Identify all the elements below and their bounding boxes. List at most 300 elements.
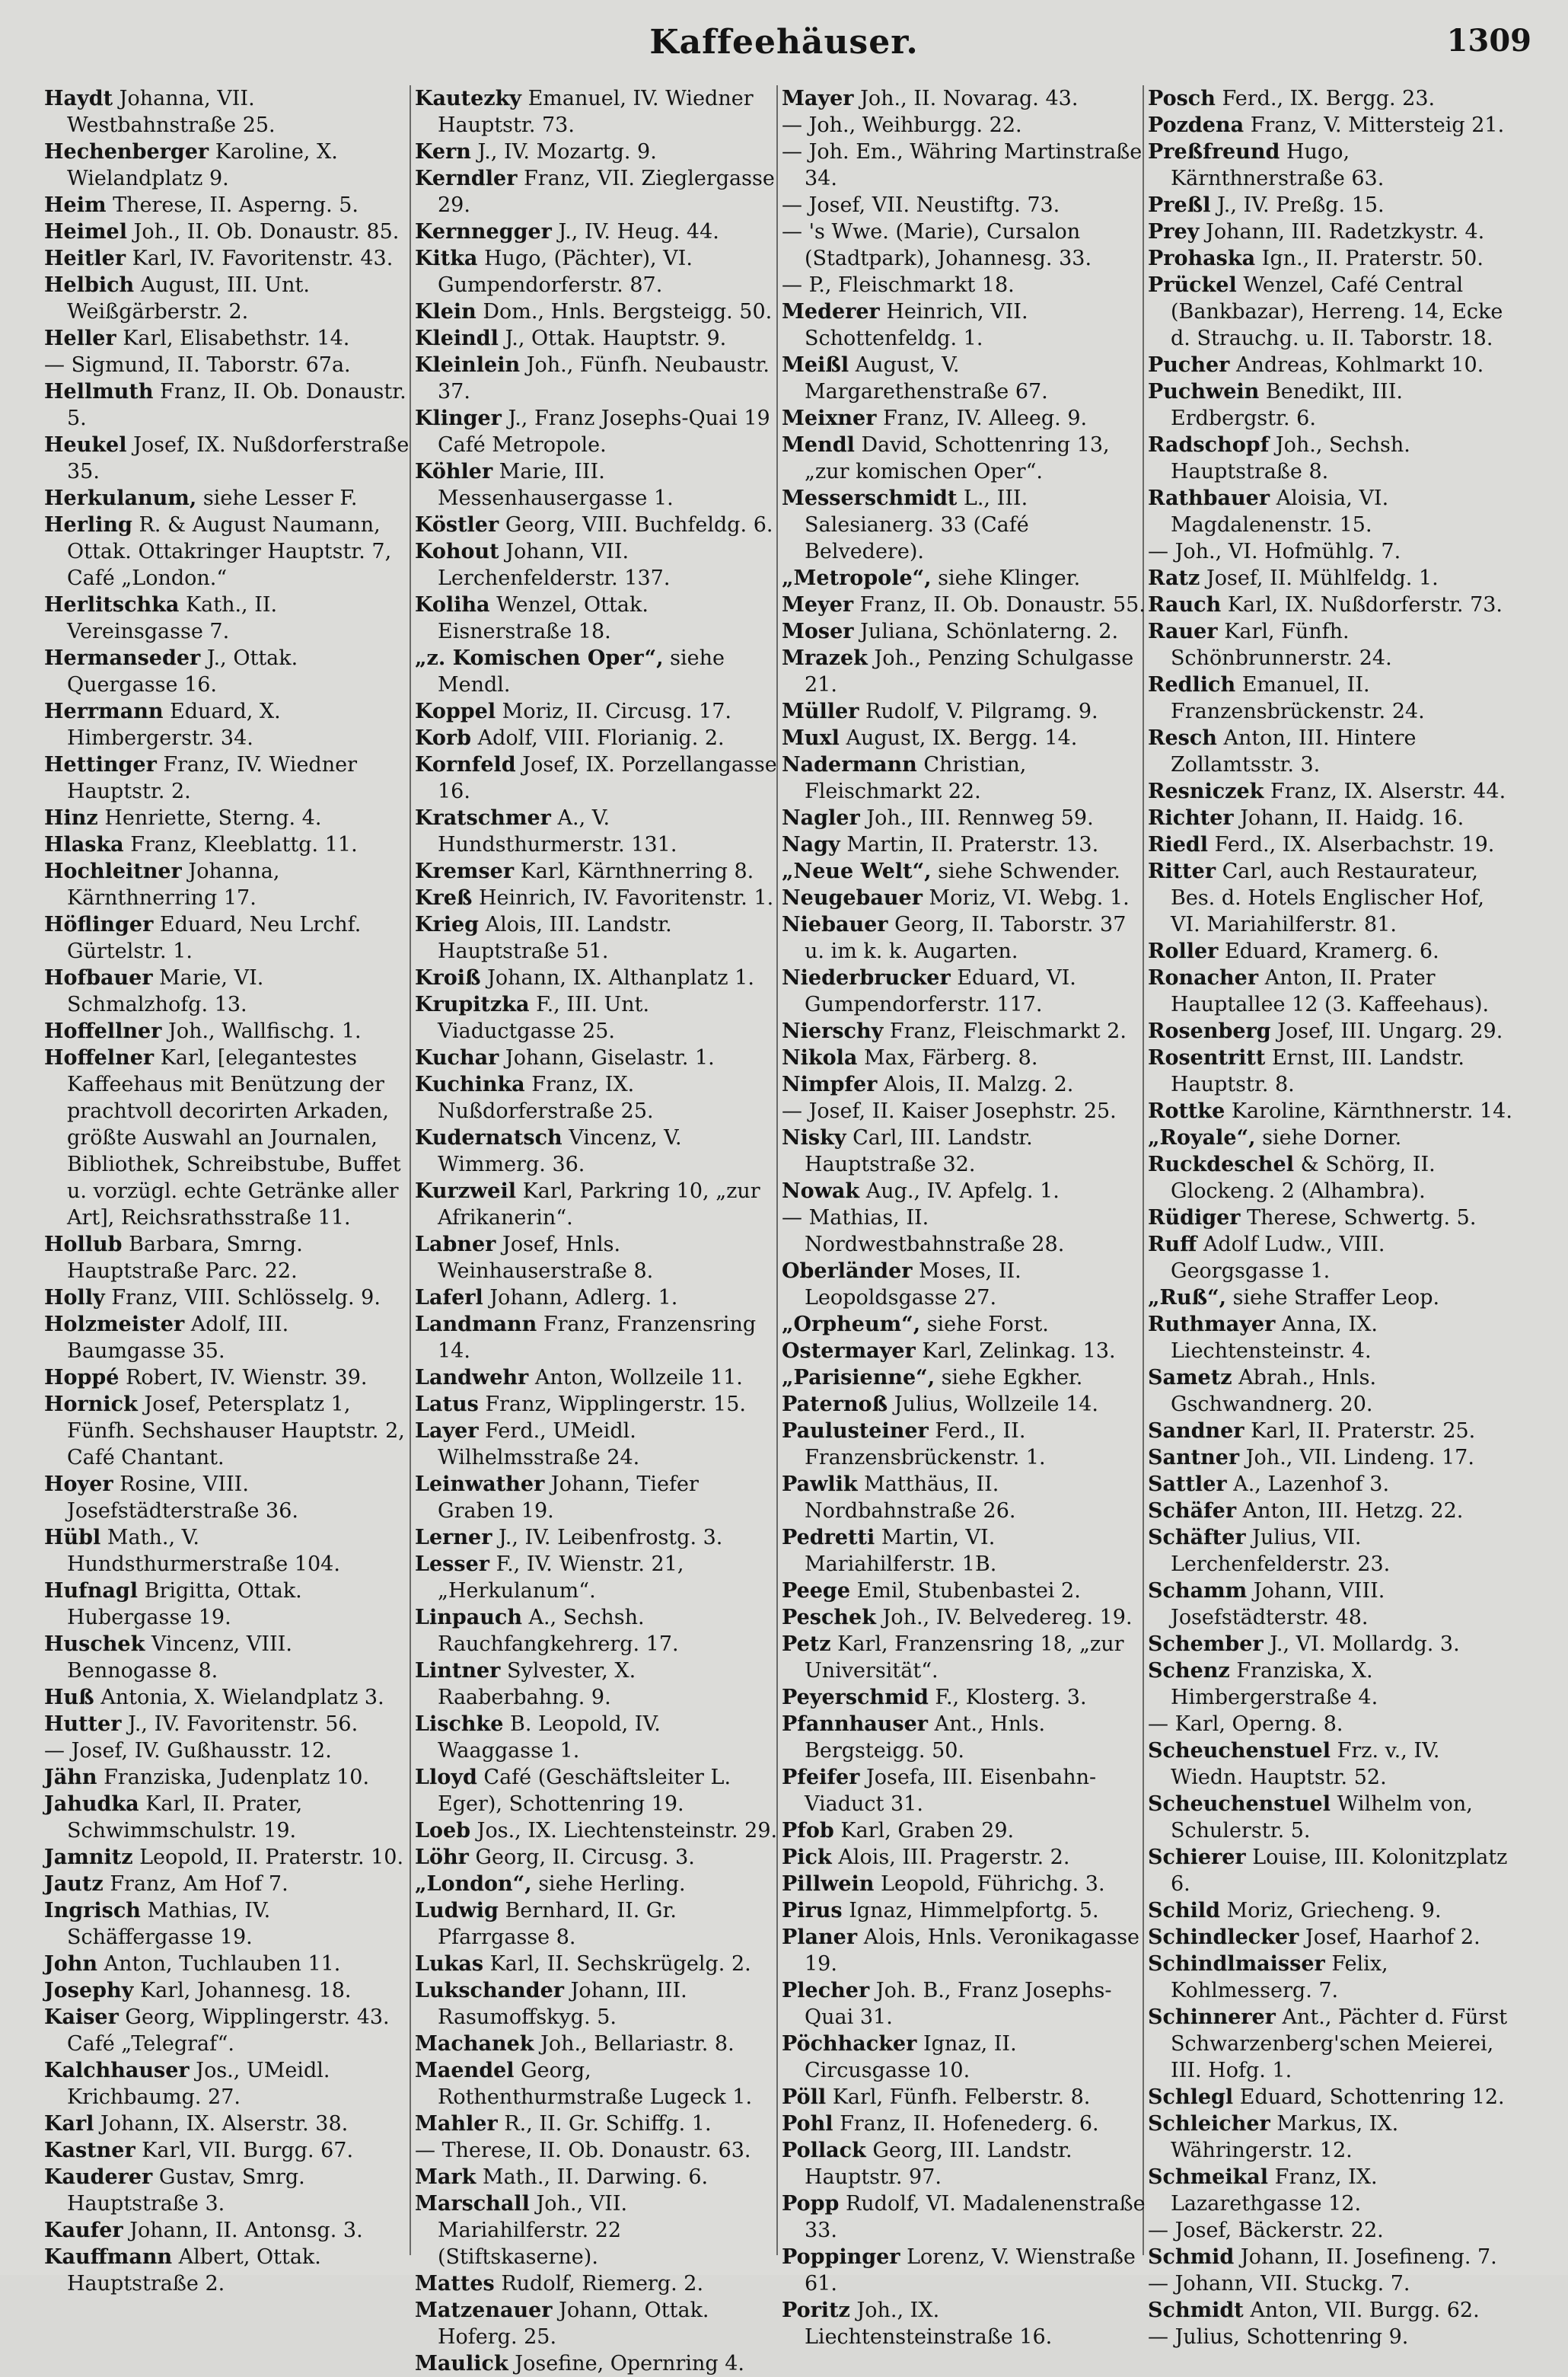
directory-entry	[415, 858, 780, 885]
directory-entry	[415, 805, 780, 858]
entry-name: Jamnitz	[44, 1846, 133, 1869]
entry-text: Joh., VII. Lindeng. 17.	[1245, 1446, 1474, 1469]
entry-name: Heitler	[44, 247, 126, 270]
entry-text: R. & August Naumann, Ottak. Ottakringer Hauptstr. 7, Café „London.“	[67, 513, 392, 590]
page-number: 1309	[1446, 23, 1531, 59]
entry-name: Kleindl	[415, 327, 499, 350]
entry-text: Ignaz, II. Circusgasse 10.	[805, 2032, 1017, 2082]
directory-entry	[44, 378, 410, 432]
entry-text: — Joh. Em., Währing Martinstraße 34.	[782, 140, 1143, 190]
entry-name: Klinger	[415, 407, 502, 430]
entry-name: Schäfer	[1148, 1499, 1237, 1523]
entry-name: Poppinger	[782, 2245, 900, 2269]
directory-entry	[782, 1018, 1147, 1045]
directory-entry	[1148, 2004, 1513, 2084]
directory-entry	[1148, 1098, 1513, 1125]
entry-text: Joh., Fünfh. Neubaustr. 37.	[438, 353, 770, 404]
entry-name: „Neue Welt“,	[782, 860, 932, 883]
entry-name: Pucher	[1148, 353, 1230, 377]
entry-text: Karl, Fünfh. Schönbrunnerstr. 24.	[1171, 620, 1392, 670]
entry-text: Moriz, II. Circusg. 17.	[502, 700, 731, 723]
directory-entry	[415, 352, 780, 405]
entry-name: Huß	[44, 1686, 94, 1709]
entry-name: Maulick	[415, 2352, 508, 2375]
entry-name: Radschopf	[1148, 433, 1270, 457]
directory-entry	[415, 885, 780, 911]
entry-text: — Joh., VI. Hofmühlg. 7.	[1148, 540, 1401, 563]
directory-entry	[1148, 938, 1513, 965]
entry-name: Prey	[1148, 220, 1200, 244]
directory-entry	[44, 1764, 410, 1791]
entry-text: Anton, II. Prater Hauptallee 12 (3. Kaffeehaus).	[1171, 966, 1490, 1016]
entry-text: Mathias, IV. Schäffergasse 19.	[67, 1899, 271, 1949]
directory-entry	[415, 1071, 780, 1125]
directory-entry	[1148, 1045, 1513, 1098]
directory-entry	[415, 911, 780, 965]
directory-entry	[44, 512, 410, 592]
directory-entry	[415, 1418, 780, 1471]
directory-entry	[44, 1578, 410, 1631]
entry-name: Loeb	[415, 1819, 471, 1843]
entry-text: Joh., II. Ob. Donaustr. 85.	[133, 220, 400, 244]
entry-text: Johann, III. Rasumoffskyg. 5.	[438, 1979, 687, 2029]
entry-text: Ernst, III. Landstr. Hauptstr. 8.	[1171, 1046, 1464, 1096]
directory-entry	[782, 1071, 1147, 1098]
entry-text: Alois, II. Malzg. 2.	[884, 1073, 1074, 1096]
entry-name: Niebauer	[782, 913, 888, 936]
directory-entry	[782, 1817, 1147, 1844]
entry-text: Franz, II. Ob. Donaustr. 5.	[67, 380, 406, 430]
directory-entry	[1148, 1578, 1513, 1631]
entry-text: — Julius, Schottenring 9.	[1148, 2325, 1409, 2349]
directory-entry	[1148, 965, 1513, 1018]
entry-name: Karl	[44, 2112, 94, 2136]
entry-name: John	[44, 1952, 98, 1976]
entry-text: Ant., Pächter d. Fürst Schwarzenberg'schen Meierei, III. Hofg. 1.	[1171, 2005, 1508, 2082]
entry-name: Mendl	[782, 433, 855, 457]
directory-entry	[44, 911, 410, 965]
directory-entry	[782, 272, 1147, 298]
entry-name: Herling	[44, 513, 132, 537]
entry-text: J., Ottak. Hauptstr. 9.	[505, 327, 727, 350]
entry-name: Kohout	[415, 540, 499, 563]
entry-text: Brigitta, Ottak. Hubergasse 19.	[67, 1579, 302, 1629]
entry-text: Franz, IV. Wiedner Hauptstr. 2.	[67, 753, 357, 803]
entry-text: Josef, IX. Nußdorferstraße 35.	[67, 433, 410, 483]
entry-name: Schinnerer	[1148, 2005, 1276, 2029]
entry-name: Nowak	[782, 1179, 860, 1203]
directory-entry	[1148, 219, 1513, 245]
entry-text: Julius, Wollzeile 14.	[894, 1393, 1099, 1416]
entry-text: Albert, Ottak. Hauptstraße 2.	[67, 2245, 321, 2296]
entry-name: Schember	[1148, 1632, 1264, 1656]
directory-entry	[415, 1658, 780, 1711]
directory-entry	[782, 1204, 1147, 1258]
entry-text: Joh. B., Franz Josephs-Quai 31.	[805, 1979, 1112, 2029]
entry-name: Herrmann	[44, 700, 164, 723]
entry-text: Emanuel, II. Franzensbrückenstr. 24.	[1171, 673, 1425, 723]
entry-text: J., IV. Leibenfrostg. 3.	[499, 1526, 723, 1549]
directory-entry	[782, 965, 1147, 1018]
entry-text: J., IV. Favoritenstr. 56.	[128, 1712, 359, 1736]
entry-name: Korb	[415, 726, 471, 750]
entry-name: Schäfter	[1148, 1526, 1246, 1549]
directory-entry	[782, 298, 1147, 352]
directory-entry	[782, 1418, 1147, 1471]
directory-entry	[44, 1791, 410, 1844]
entry-name: Kitka	[415, 247, 478, 270]
entry-text: — Johann, VII. Stuckg. 7.	[1148, 2272, 1410, 2296]
directory-entry	[1148, 1498, 1513, 1524]
entry-text: Eduard, Neu Lrchf. Gürtelstr. 1.	[67, 913, 362, 963]
entry-text: Ferd., UMeidl. Wilhelmsstraße 24.	[438, 1419, 640, 1469]
entry-text: — 's Wwe. (Marie), Cursalon (Stadtpark), Johannesg. 33.	[782, 220, 1092, 270]
entry-text: Ferd., IX. Bergg. 23.	[1222, 87, 1436, 110]
entry-text: Felix, Kohlmesserg. 7.	[1171, 1952, 1388, 2002]
directory-entry	[415, 512, 780, 538]
directory-entry	[415, 645, 780, 698]
entry-text: Marie, VI. Schmalzhofg. 13.	[67, 966, 264, 1016]
directory-entry	[1148, 1018, 1513, 1045]
directory-entry	[44, 831, 410, 858]
directory-entry	[44, 1471, 410, 1524]
directory-entry	[44, 2111, 410, 2137]
entry-text: Hugo, (Pächter), VI. Gumpendorferstr. 87.	[438, 247, 693, 297]
entry-name: Hinz	[44, 806, 98, 830]
entry-text: Franz, Franzensring 14.	[438, 1313, 757, 1363]
entry-name: Kalchhauser	[44, 2059, 190, 2082]
directory-entry	[1148, 432, 1513, 485]
directory-entry	[782, 2084, 1147, 2111]
entry-name: Lintner	[415, 1659, 501, 1683]
entry-text: Jos., UMeidl. Krichbaumg. 27.	[67, 2059, 330, 2109]
entry-name: Nisky	[782, 1126, 846, 1150]
entry-text: — Sigmund, II. Taborstr. 67a.	[44, 353, 351, 377]
directory-entry	[1148, 538, 1513, 565]
directory-entry	[1148, 1364, 1513, 1418]
entry-name: Lesser	[415, 1552, 489, 1576]
directory-entry	[782, 2031, 1147, 2084]
entry-name: Hufnagl	[44, 1579, 139, 1603]
directory-entry	[782, 1098, 1147, 1125]
entry-name: Labner	[415, 1233, 496, 1256]
entry-name: Ronacher	[1148, 966, 1259, 990]
entry-name: „Ruß“,	[1148, 1286, 1227, 1310]
directory-entry	[1148, 139, 1513, 192]
entry-name: Ruff	[1148, 1233, 1197, 1256]
directory-entry	[782, 592, 1147, 618]
entry-name: Pirus	[782, 1899, 843, 1922]
entry-text: Ign., II. Praterstr. 50.	[1261, 247, 1484, 270]
directory-entry	[1148, 485, 1513, 538]
entry-text: Café (Geschäftsleiter L. Eger), Schottenring 19.	[438, 1766, 731, 1816]
directory-entry	[44, 1018, 410, 1045]
entry-text: Josef, II. Mühlfeldg. 1.	[1206, 566, 1439, 590]
entry-text: Joh., IX. Liechtensteinstraße 16.	[805, 2299, 1053, 2349]
entry-text: siehe Klinger.	[938, 566, 1081, 590]
directory-entry	[415, 1471, 780, 1524]
entry-name: Heimel	[44, 220, 127, 244]
entry-text: Karl, Fünfh. Felberstr. 8.	[832, 2085, 1091, 2109]
entry-name: Heim	[44, 193, 107, 217]
entry-text: Ferd., IX. Alserbachstr. 19.	[1214, 833, 1495, 857]
directory-entry	[44, 432, 410, 485]
entry-text: Rudolf, V. Pilgramg. 9.	[865, 700, 1098, 723]
entry-text: siehe Lesser F.	[202, 487, 358, 510]
directory-entry	[782, 1578, 1147, 1604]
entry-name: Kreß	[415, 886, 473, 910]
entry-text: Georg, III. Landstr. Hauptstr. 97.	[805, 2139, 1072, 2189]
entry-name: Mark	[415, 2165, 476, 2189]
directory-entry	[1148, 2297, 1513, 2324]
entry-name: „London“,	[415, 1872, 532, 1896]
entry-name: Pozdena	[1148, 113, 1245, 137]
entry-name: Lerner	[415, 1526, 492, 1549]
directory-entry	[44, 965, 410, 1018]
directory-entry	[1148, 1444, 1513, 1471]
directory-entry	[415, 85, 780, 139]
entry-name: Petz	[782, 1632, 831, 1656]
entry-text: Emanuel, IV. Wiedner Hauptstr. 73.	[438, 87, 754, 137]
entry-name: Pfob	[782, 1819, 834, 1843]
directory-entry	[782, 1844, 1147, 1871]
directory-entry	[44, 192, 410, 219]
entry-text: Anton, Tuchlauben 11.	[104, 1952, 341, 1976]
directory-entry	[44, 1391, 410, 1471]
directory-entry	[44, 1524, 410, 1578]
directory-entry	[1148, 1231, 1513, 1284]
directory-entry	[1148, 192, 1513, 219]
entry-name: Prückel	[1148, 273, 1237, 297]
directory-entry	[1148, 2244, 1513, 2270]
entry-text: Johann, VIII. Josefstädterstr. 48.	[1171, 1579, 1385, 1629]
directory-entry	[782, 1258, 1147, 1311]
entry-name: Scheuchenstuel	[1148, 1739, 1331, 1763]
directory-entry	[782, 1471, 1147, 1524]
entry-text: — Mathias, II. Nordwestbahnstraße 28.	[782, 1206, 1065, 1256]
directory-entry	[782, 2190, 1147, 2244]
entry-name: Hermanseder	[44, 646, 201, 670]
entry-text: Karl, II. Prater, Schwimmschulstr. 19.	[67, 1792, 303, 1843]
column-2	[415, 85, 780, 2375]
directory-entry	[1148, 112, 1513, 139]
entry-text: Josef, Hnls. Weinhauserstraße 8.	[438, 1233, 654, 1283]
entry-text: Ignaz, Himmelpfortg. 5.	[849, 1899, 1099, 1922]
entry-text: Joh., VII. Mariahilferstr. 22 (Stiftskaserne).	[438, 2192, 628, 2269]
directory-entry	[782, 1391, 1147, 1418]
directory-entry	[415, 2111, 780, 2137]
entry-text: Franziska, Judenplatz 10.	[104, 1766, 370, 1789]
entry-name: Nimpfer	[782, 1073, 878, 1096]
entry-name: Kauffmann	[44, 2245, 173, 2269]
directory-entry	[1148, 245, 1513, 272]
directory-entry	[1148, 1924, 1513, 1951]
entry-text: Franz, VII. Zieglergasse 29.	[438, 167, 775, 217]
entry-text: Henriette, Sterng. 4.	[104, 806, 322, 830]
entry-text: Max, Färberg. 8.	[864, 1046, 1038, 1070]
entry-name: Puchwein	[1148, 380, 1260, 404]
entry-name: Schmeikal	[1148, 2165, 1269, 2189]
entry-text: Alois, III. Pragerstr. 2.	[838, 1846, 1070, 1869]
entry-text: J., Ottak. Quergasse 16.	[67, 646, 298, 697]
entry-name: Koppel	[415, 700, 496, 723]
entry-name: Planer	[782, 1926, 858, 1949]
entry-name: Pfannhauser	[782, 1712, 929, 1736]
directory-entry	[782, 112, 1147, 139]
entry-text: Marie, III. Messenhausergasse 1.	[438, 460, 674, 510]
entry-name: „Parisienne“,	[782, 1366, 935, 1390]
entry-name: Redlich	[1148, 673, 1236, 697]
directory-entry	[415, 2057, 780, 2111]
entry-name: Riedl	[1148, 833, 1209, 857]
entry-name: Resniczek	[1148, 780, 1264, 803]
entry-text: — Therese, II. Ob. Donaustr. 63.	[415, 2139, 751, 2162]
directory-entry	[415, 165, 780, 219]
directory-entry	[44, 325, 410, 352]
directory-entry	[415, 1817, 780, 1844]
page-header	[0, 18, 1568, 72]
directory-entry	[415, 1604, 780, 1658]
directory-entry	[415, 2350, 780, 2377]
entry-text: J., IV. Mozartg. 9.	[477, 140, 657, 164]
entry-name: Rauch	[1148, 593, 1222, 617]
entry-text: Johann, II. Haidg. 16.	[1240, 806, 1464, 830]
entry-text: B. Leopold, IV. Waaggasse 1.	[438, 1712, 661, 1763]
directory-entry	[1148, 1418, 1513, 1444]
entry-text: Karl, IX. Nußdorferstr. 73.	[1227, 593, 1503, 617]
entry-text: Adolf, VIII. Florianig. 2.	[477, 726, 725, 750]
directory-entry	[782, 1764, 1147, 1817]
entry-name: Koliha	[415, 593, 490, 617]
entry-name: Kerndler	[415, 167, 518, 190]
entry-name: Maendel	[415, 2059, 515, 2082]
directory-entry	[44, 219, 410, 245]
directory-entry	[415, 2137, 780, 2164]
entry-name: Ingrisch	[44, 1899, 141, 1922]
entry-text: Karl, Elisabethstr. 14.	[123, 327, 350, 350]
directory-entry	[1148, 1897, 1513, 1924]
entry-text: Anna, IX. Liechtensteinstr. 4.	[1171, 1313, 1378, 1363]
directory-entry	[1148, 85, 1513, 112]
entry-text: Vincenz, V. Wimmerg. 36.	[438, 1126, 682, 1176]
directory-entry	[1148, 1844, 1513, 1897]
entry-text: Joh., Penzing Schulgasse 21.	[805, 646, 1134, 697]
entry-name: Krupitzka	[415, 993, 530, 1016]
entry-name: Laferl	[415, 1286, 483, 1310]
directory-entry	[1148, 1737, 1513, 1791]
entry-name: Rauer	[1148, 620, 1218, 643]
entry-text: Johann, Giselastr. 1.	[505, 1046, 715, 1070]
entry-text: Georg, II. Circusg. 3.	[475, 1846, 695, 1869]
entry-text: Adolf Ludw., VIII. Georgsgasse 1.	[1171, 1233, 1385, 1283]
entry-text: A., Lazenhof 3.	[1233, 1472, 1390, 1496]
entry-name: Hutter	[44, 1712, 122, 1736]
directory-entry	[415, 245, 780, 298]
entry-text: Johanna, Kärnthnerring 17.	[67, 860, 280, 910]
entry-text: Anton, Wollzeile 11.	[534, 1366, 743, 1390]
entry-text: Benedikt, III. Erdbergstr. 6.	[1171, 380, 1403, 430]
directory-entry	[415, 592, 780, 645]
entry-text: Georg, Rothenthurmstraße Lugeck 1.	[438, 2059, 753, 2109]
entry-text: Math., V. Hundsthurmerstraße 104.	[67, 1526, 340, 1576]
entry-text: Aug., IV. Apfelg. 1.	[865, 1179, 1060, 1203]
entry-text: A., Sechsh. Rauchfangkehrerg. 17.	[438, 1606, 679, 1656]
directory-entry	[44, 245, 410, 272]
entry-text: Juliana, Schönlaterng. 2.	[860, 620, 1119, 643]
directory-entry	[415, 1125, 780, 1178]
directory-entry	[415, 1284, 780, 1311]
entry-name: Nikola	[782, 1046, 858, 1070]
entry-text: Karoline, X. Wielandplatz 9.	[67, 140, 338, 190]
entry-text: — Karl, Operng. 8.	[1148, 1712, 1343, 1736]
entry-name: Landmann	[415, 1313, 537, 1336]
entry-name: Oberländer	[782, 1259, 913, 1283]
entry-text: J., VI. Mollardg. 3.	[1270, 1632, 1460, 1656]
directory-entry	[415, 1364, 780, 1391]
directory-entry	[44, 1284, 410, 1311]
directory-entry	[782, 885, 1147, 911]
entry-text: Wenzel, Café Central (Bankbazar), Herreng. 14, Ecke d. Strauchg. u. II. Taborstr. 18.	[1171, 273, 1503, 350]
entry-name: Schierer	[1148, 1846, 1246, 1869]
directory-entry	[782, 1631, 1147, 1684]
entry-name: Resch	[1148, 726, 1217, 750]
entry-name: Helbich	[44, 273, 135, 297]
directory-entry	[415, 1897, 780, 1951]
entry-text: Julius, VII. Lerchenfelderstr. 23.	[1171, 1526, 1391, 1576]
directory-entry	[782, 805, 1147, 831]
page-title: Kaffeehäuser.	[649, 23, 919, 62]
entry-name: Ostermayer	[782, 1339, 916, 1363]
directory-entry	[415, 1844, 780, 1871]
column-rule	[410, 85, 411, 2255]
directory-entry	[415, 2297, 780, 2350]
entry-name: Hollub	[44, 1233, 123, 1256]
entry-name: Niederbrucker	[782, 966, 951, 990]
entry-name: Preßl	[1148, 193, 1211, 217]
entry-name: Sametz	[1148, 1366, 1232, 1390]
entry-name: Klein	[415, 300, 476, 324]
directory-entry	[44, 485, 410, 512]
directory-entry	[415, 1391, 780, 1418]
entry-text: Ferd., II. Franzensbrückenstr. 1.	[805, 1419, 1046, 1469]
directory-entry	[1148, 1311, 1513, 1364]
directory-entry	[44, 1631, 410, 1684]
entry-name: Kratschmer	[415, 806, 551, 830]
entry-name: Lischke	[415, 1712, 504, 1736]
entry-name: Heukel	[44, 433, 127, 457]
entry-text: Johann, IX. Althanplatz 1.	[487, 966, 754, 990]
directory-entry	[44, 1737, 410, 1764]
directory-entry	[415, 405, 780, 458]
directory-entry	[44, 1364, 410, 1391]
entry-text: Joh., Sechsh. Hauptstraße 8.	[1171, 433, 1410, 483]
directory-entry	[415, 1977, 780, 2031]
entry-name: Hochleitner	[44, 860, 182, 883]
entry-name: Holzmeister	[44, 1313, 185, 1336]
entry-name: Pöll	[782, 2085, 827, 2109]
entry-text: Karl, VII. Burgg. 67.	[142, 2139, 354, 2162]
directory-entry	[782, 725, 1147, 751]
column-1	[44, 85, 410, 2296]
directory-entry	[44, 139, 410, 192]
entry-name: Jautz	[44, 1872, 104, 1896]
directory-entry	[44, 2244, 410, 2297]
entry-text: Joh., Bellariastr. 8.	[540, 2032, 735, 2056]
entry-name: Layer	[415, 1419, 479, 1443]
directory-entry	[415, 965, 780, 991]
entry-text: Joh., II. Novarag. 43.	[860, 87, 1079, 110]
entry-text: Martin, II. Praterstr. 13.	[846, 833, 1099, 857]
